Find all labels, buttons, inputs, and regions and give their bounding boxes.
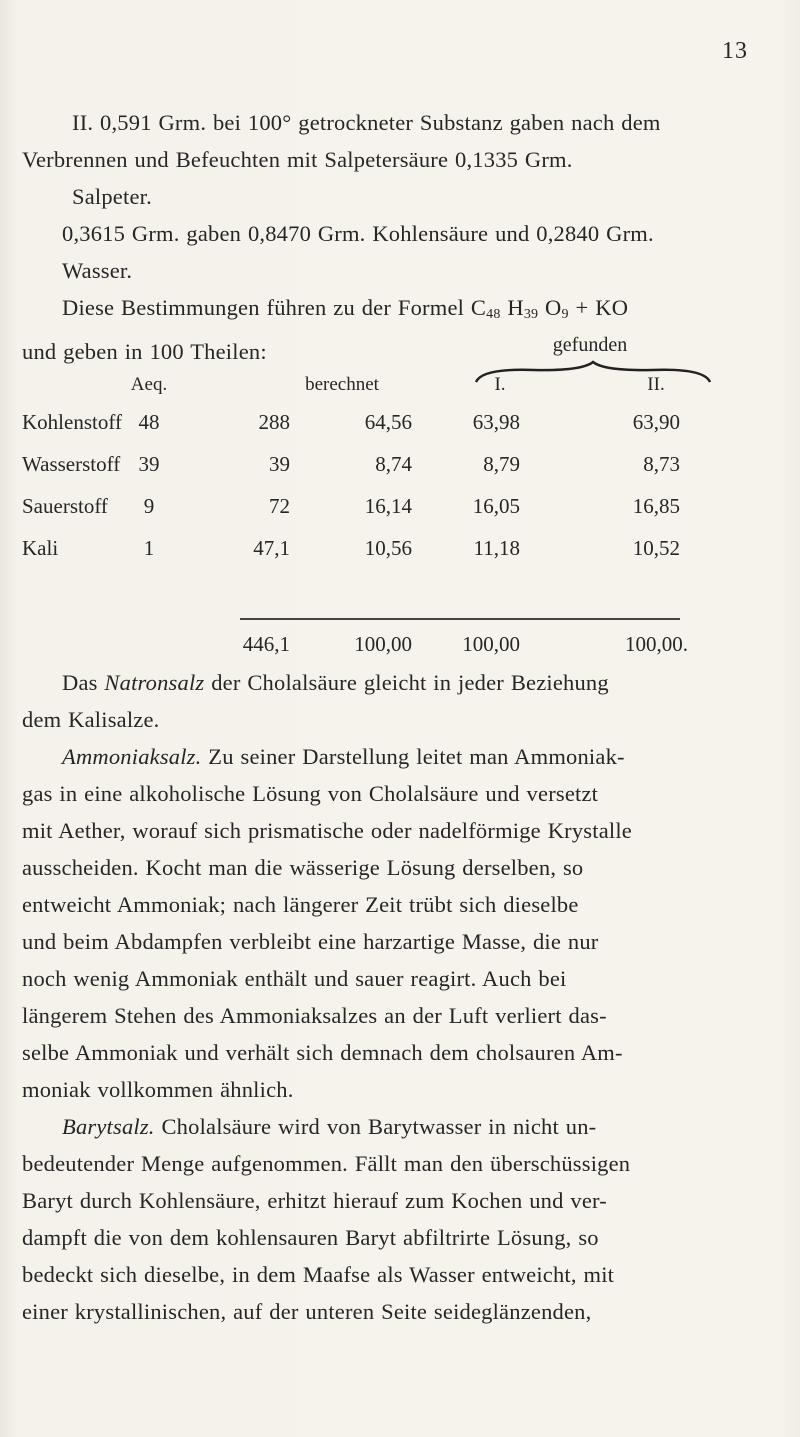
paragraph-analysis-ii	[22, 104, 776, 215]
header-calculated: berechnet	[305, 374, 379, 395]
header-found-2: II.	[647, 374, 665, 395]
row-calc-pct: 16,14	[364, 494, 412, 518]
row-element: Sauerstoff	[22, 494, 108, 518]
page-number: 13	[722, 38, 748, 64]
row-found-1: 16,05	[472, 494, 520, 518]
row-calc-pct: 64,56	[364, 410, 412, 434]
text-line: Verbrennen und Befeuchten mit Salpetersäure 0,1335 Grm.	[22, 147, 573, 172]
natron-term: Natronsalz	[104, 670, 205, 695]
text-line: und geben in 100 Theilen:	[22, 339, 267, 364]
analysis-table	[22, 318, 782, 668]
header-aeq: Aeq.	[130, 374, 168, 395]
baryt-l1: Cholalsäure wird von Barytwasser in nicht un-	[154, 1114, 597, 1139]
text-line: dampft die von dem kohlensauren Baryt abfiltrirte Lösung, so	[22, 1225, 599, 1250]
text-line: und beim Abdampfen verbleibt eine harzartige Masse, die nur	[22, 929, 599, 954]
paragraph-natron	[22, 664, 776, 738]
sum-rule	[240, 618, 680, 620]
row-calc-pct: 8,74	[375, 452, 412, 476]
text-line: Wasser.	[62, 258, 133, 283]
row-found-2: 63,90	[632, 410, 680, 434]
text-line: einer krystallinischen, auf der unteren Seite seideglänzenden,	[22, 1299, 592, 1324]
text-line: selbe Ammoniak und verhält sich demnach dem cholsauren Am-	[22, 1040, 623, 1065]
baryt-term: Barytsalz.	[62, 1114, 155, 1139]
paragraph-combustion	[22, 215, 776, 289]
paragraph-ammoniak	[22, 738, 776, 1108]
text-line: noch wenig Ammoniak enthält und sauer reagirt. Auch bei	[22, 966, 567, 991]
formula-h: H	[500, 295, 524, 320]
text-line	[22, 664, 776, 701]
row-found-2: 8,73	[643, 452, 680, 476]
row-calc-abs: 47,1	[253, 536, 290, 560]
text-line: bedeckt sich dieselbe, in dem Maafse als Wasser entweicht, mit	[22, 1262, 615, 1287]
row-calc-abs: 72	[269, 494, 290, 518]
formula-h-subscript: 39	[523, 307, 539, 322]
row-found-2: 16,85	[632, 494, 680, 518]
row-found-2: 10,52	[632, 536, 680, 560]
formula-tail: + KO	[568, 295, 629, 320]
row-aeq: 48	[138, 410, 160, 434]
formula-o-subscript: 9	[561, 307, 569, 322]
text-line: moniak vollkommen ähnlich.	[22, 1077, 294, 1102]
formula-pre: Diese Bestimmungen führen zu der Formel C	[62, 295, 487, 320]
total-found-2: 100,00.	[625, 632, 688, 656]
text-line: ausscheiden. Kocht man die wässerige Lösung derselben, so	[22, 855, 584, 880]
row-found-1: 8,79	[483, 452, 520, 476]
text-line: entweicht Ammoniak; nach längerer Zeit trübt sich dieselbe	[22, 892, 579, 917]
row-found-1: 11,18	[473, 536, 520, 560]
text-line: längerem Stehen des Ammoniaksalzes an der Luft verliert das-	[22, 1003, 607, 1028]
paragraph-baryt	[22, 1108, 776, 1330]
natron-pre: Das	[62, 670, 105, 695]
text-line: bedeutender Menge aufgenommen. Fällt man den überschüssigen	[22, 1151, 631, 1176]
natron-post: der Cholalsäure gleicht in jeder Beziehung	[204, 670, 609, 695]
total-found-1: 100,00	[462, 632, 520, 656]
bottom-text-block	[22, 664, 776, 1330]
row-found-1: 63,98	[472, 410, 520, 434]
row-calc-abs: 288	[258, 410, 290, 434]
row-aeq: 9	[143, 494, 155, 518]
row-aeq: 1	[143, 536, 155, 560]
text-line: gas in eine alkoholische Lösung von Cholalsäure und versetzt	[22, 781, 599, 806]
row-element: Kohlenstoff	[22, 410, 122, 434]
row-element: Wasserstoff	[22, 452, 121, 476]
formula-o: O	[538, 295, 562, 320]
total-calc-pct: 100,00	[354, 632, 412, 656]
text-line	[22, 738, 776, 775]
row-element: Kali	[22, 536, 59, 560]
text-line: Baryt durch Kohlensäure, erhitzt hierauf zum Kochen und ver-	[22, 1188, 607, 1213]
text-line: II. 0,591 Grm. bei 100° getrockneter Substanz gaben nach dem	[72, 110, 661, 135]
row-aeq: 39	[138, 452, 160, 476]
text-line: mit Aether, worauf sich prismatische oder nadelförmige Krystalle	[22, 818, 632, 843]
row-calc-abs: 39	[269, 452, 290, 476]
formula-c-subscript: 48	[486, 307, 501, 322]
found-label: gefunden	[552, 334, 628, 356]
text-line: Salpeter.	[72, 184, 152, 209]
text-line: dem Kalisalze.	[22, 707, 160, 732]
header-found-1: I.	[494, 374, 506, 395]
text-line: 0,3615 Grm. gaben 0,8470 Grm. Kohlensäure und 0,2840 Grm.	[62, 221, 654, 246]
row-calc-pct: 10,56	[364, 536, 412, 560]
ammoniak-l1: Zu seiner Darstellung leitet man Ammoniak-	[201, 744, 625, 769]
ammoniak-term: Ammoniaksalz.	[62, 744, 202, 769]
text-line	[22, 1108, 776, 1145]
total-calc-abs: 446,1	[242, 632, 290, 656]
